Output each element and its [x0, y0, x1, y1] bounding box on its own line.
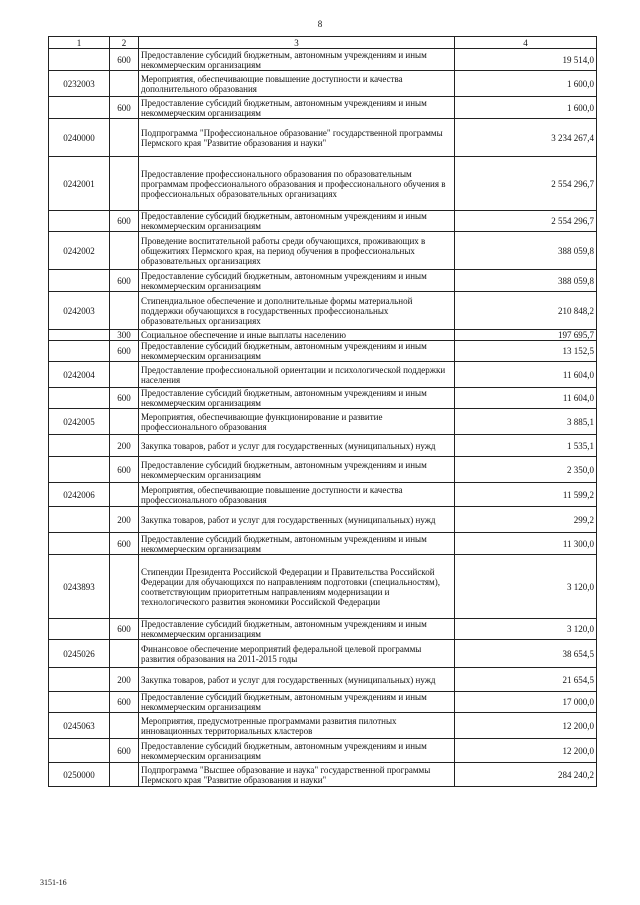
- row-code-cell: 0242002: [49, 232, 110, 270]
- row-type-cell: [110, 640, 139, 668]
- row-type-cell: 200: [110, 435, 139, 457]
- row-description-cell: Предоставление профессиональной ориентации и психологической поддержки населения: [139, 362, 455, 388]
- row-type-cell: 600: [110, 49, 139, 71]
- row-description-cell: Предоставление субсидий бюджетным, автономным учреждениям и иным некоммерческим организациям: [139, 619, 455, 640]
- row-amount-cell: 3 120,0: [455, 555, 597, 619]
- table-row: [49, 692, 597, 713]
- table-row: [49, 457, 597, 483]
- row-description-cell: Предоставление субсидий бюджетным, автономным учреждениям и иным некоммерческим организациям: [139, 211, 455, 232]
- table-row: [49, 555, 597, 619]
- row-code-cell: [49, 388, 110, 409]
- row-amount-cell: 11 300,0: [455, 533, 597, 555]
- row-description-cell: Предоставление субсидий бюджетным, автономным учреждениям и иным некоммерческим организациям: [139, 388, 455, 409]
- row-code-cell: [49, 739, 110, 763]
- row-code-cell: 0242001: [49, 157, 110, 211]
- row-amount-cell: 12 200,0: [455, 713, 597, 739]
- row-type-cell: 600: [110, 341, 139, 362]
- row-type-cell: 600: [110, 619, 139, 640]
- row-description-cell: Предоставление субсидий бюджетным, автономным учреждениям и иным некоммерческим организациям: [139, 457, 455, 483]
- row-description-cell: Закупка товаров, работ и услуг для государственных (муниципальных) нужд: [139, 435, 455, 457]
- table-row: [49, 330, 597, 341]
- row-amount-cell: 388 059,8: [455, 232, 597, 270]
- row-type-cell: 600: [110, 533, 139, 555]
- table-row: [49, 435, 597, 457]
- row-amount-cell: 13 152,5: [455, 341, 597, 362]
- row-code-cell: [49, 211, 110, 232]
- row-description-cell: Мероприятия, предусмотренные программами развития пилотных инновационных территориальных кластеров: [139, 713, 455, 739]
- row-type-cell: 600: [110, 388, 139, 409]
- row-amount-cell: 1 535,1: [455, 435, 597, 457]
- row-code-cell: 0242004: [49, 362, 110, 388]
- row-description-cell: Закупка товаров, работ и услуг для государственных (муниципальных) нужд: [139, 507, 455, 533]
- table-header-row: [49, 37, 597, 49]
- row-description-cell: Предоставление профессионального образования по образовательным программам профессионального образования и профессионального обучения в профессиональных образовательных организациях: [139, 157, 455, 211]
- row-type-cell: [110, 292, 139, 330]
- row-amount-cell: 210 848,2: [455, 292, 597, 330]
- row-code-cell: [49, 533, 110, 555]
- row-type-cell: [110, 362, 139, 388]
- table-row: [49, 483, 597, 507]
- row-amount-cell: 284 240,2: [455, 763, 597, 787]
- row-type-cell: 600: [110, 457, 139, 483]
- row-description-cell: Мероприятия, обеспечивающие повышение доступности и качества дополнительного образования: [139, 71, 455, 97]
- row-description-cell: Предоставление субсидий бюджетным, автономным учреждениям и иным некоммерческим организациям: [139, 49, 455, 71]
- column-header: 2: [110, 37, 139, 49]
- row-code-cell: 0240000: [49, 119, 110, 157]
- table-row: [49, 71, 597, 97]
- row-description-cell: Социальное обеспечение и иные выплаты населению: [139, 330, 455, 341]
- row-code-cell: 0245063: [49, 713, 110, 739]
- table-row: [49, 341, 597, 362]
- row-code-cell: [49, 97, 110, 119]
- row-code-cell: [49, 330, 110, 341]
- row-description-cell: Подпрограмма "Высшее образование и наука" государственной программы Пермского края "Развитие образования и науки": [139, 763, 455, 787]
- row-type-cell: [110, 409, 139, 435]
- row-description-cell: Проведение воспитательной работы среди обучающихся, проживающих в общежитиях Пермского края, на период обучения в профессиональных образовательных организациях: [139, 232, 455, 270]
- budget-table: [48, 36, 597, 787]
- row-description-cell: Предоставление субсидий бюджетным, автономным учреждениям и иным некоммерческим организациям: [139, 97, 455, 119]
- row-type-cell: 600: [110, 692, 139, 713]
- row-code-cell: 0245026: [49, 640, 110, 668]
- row-description-cell: Предоставление субсидий бюджетным, автономным учреждениям и иным некоммерческим организациям: [139, 270, 455, 292]
- row-description-cell: Предоставление субсидий бюджетным, автономным учреждениям и иным некоммерческим организациям: [139, 739, 455, 763]
- row-code-cell: [49, 270, 110, 292]
- row-description-cell: Закупка товаров, работ и услуг для государственных (муниципальных) нужд: [139, 668, 455, 692]
- row-code-cell: [49, 507, 110, 533]
- column-header: 3: [139, 37, 455, 49]
- table-row: [49, 533, 597, 555]
- row-type-cell: [110, 157, 139, 211]
- row-type-cell: 600: [110, 739, 139, 763]
- row-code-cell: [49, 457, 110, 483]
- row-amount-cell: 3 234 267,4: [455, 119, 597, 157]
- page-number: 8: [317, 19, 323, 29]
- row-type-cell: 200: [110, 668, 139, 692]
- row-amount-cell: 11 604,0: [455, 362, 597, 388]
- row-type-cell: [110, 713, 139, 739]
- row-type-cell: 600: [110, 211, 139, 232]
- row-amount-cell: 11 604,0: [455, 388, 597, 409]
- row-amount-cell: 3 885,1: [455, 409, 597, 435]
- table-row: [49, 507, 597, 533]
- row-type-cell: 600: [110, 270, 139, 292]
- row-amount-cell: 38 654,5: [455, 640, 597, 668]
- row-type-cell: [110, 119, 139, 157]
- table-row: [49, 211, 597, 232]
- row-amount-cell: 3 120,0: [455, 619, 597, 640]
- row-amount-cell: 197 695,7: [455, 330, 597, 341]
- table-row: [49, 619, 597, 640]
- row-amount-cell: 17 000,0: [455, 692, 597, 713]
- row-code-cell: [49, 49, 110, 71]
- row-description-cell: Предоставление субсидий бюджетным, автономным учреждениям и иным некоммерческим организациям: [139, 341, 455, 362]
- row-description-cell: Подпрограмма "Профессиональное образование" государственной программы Пермского края "Развитие образования и науки": [139, 119, 455, 157]
- row-code-cell: [49, 619, 110, 640]
- row-description-cell: Мероприятия, обеспечивающие повышение доступности и качества профессионального образования: [139, 483, 455, 507]
- row-description-cell: Стипендии Президента Российской Федерации и Правительства Российской Федерации для обучающихся по направлениям подготовки (специальностям), соответствующим приоритетным направлениям модернизации и технологического развития экономики Российской Федерации: [139, 555, 455, 619]
- row-code-cell: 0242003: [49, 292, 110, 330]
- row-type-cell: [110, 555, 139, 619]
- row-description-cell: Предоставление субсидий бюджетным, автономным учреждениям и иным некоммерческим организациям: [139, 692, 455, 713]
- table-row: [49, 270, 597, 292]
- row-amount-cell: 11 599,2: [455, 483, 597, 507]
- row-amount-cell: 2 554 296,7: [455, 211, 597, 232]
- table-row: [49, 763, 597, 787]
- row-description-cell: Предоставление субсидий бюджетным, автономным учреждениям и иным некоммерческим организациям: [139, 533, 455, 555]
- table-row: [49, 668, 597, 692]
- row-amount-cell: 19 514,0: [455, 49, 597, 71]
- row-type-cell: 200: [110, 507, 139, 533]
- row-type-cell: [110, 483, 139, 507]
- table-row: [49, 362, 597, 388]
- row-amount-cell: 1 600,0: [455, 97, 597, 119]
- row-code-cell: [49, 668, 110, 692]
- row-code-cell: 0250000: [49, 763, 110, 787]
- row-type-cell: 300: [110, 330, 139, 341]
- row-code-cell: 0232003: [49, 71, 110, 97]
- row-description-cell: Стипендиальное обеспечение и дополнительные формы материальной поддержки обучающихся в государственных профессиональных образовательных организациях: [139, 292, 455, 330]
- row-code-cell: [49, 341, 110, 362]
- table-row: [49, 232, 597, 270]
- table-row: [49, 292, 597, 330]
- row-code-cell: 0242006: [49, 483, 110, 507]
- row-amount-cell: 299,2: [455, 507, 597, 533]
- row-type-cell: [110, 232, 139, 270]
- row-code-cell: [49, 692, 110, 713]
- table-row: [49, 119, 597, 157]
- table-row: [49, 97, 597, 119]
- row-description-cell: Финансовое обеспечение мероприятий федеральной целевой программы развития образования на 2011-2015 годы: [139, 640, 455, 668]
- row-type-cell: [110, 71, 139, 97]
- row-amount-cell: 21 654,5: [455, 668, 597, 692]
- table-row: [49, 409, 597, 435]
- table-row: [49, 739, 597, 763]
- row-amount-cell: 12 200,0: [455, 739, 597, 763]
- row-amount-cell: 2 350,0: [455, 457, 597, 483]
- row-code-cell: 0242005: [49, 409, 110, 435]
- table-row: [49, 157, 597, 211]
- table-row: [49, 640, 597, 668]
- row-amount-cell: 388 059,8: [455, 270, 597, 292]
- footer-code: 3151-16: [40, 878, 67, 887]
- row-code-cell: 0243893: [49, 555, 110, 619]
- row-amount-cell: 1 600,0: [455, 71, 597, 97]
- row-type-cell: [110, 763, 139, 787]
- row-description-cell: Мероприятия, обеспечивающие функционирование и развитие профессионального образования: [139, 409, 455, 435]
- column-header: 1: [49, 37, 110, 49]
- table-row: [49, 713, 597, 739]
- row-code-cell: [49, 435, 110, 457]
- row-type-cell: 600: [110, 97, 139, 119]
- table-row: [49, 49, 597, 71]
- column-header: 4: [455, 37, 597, 49]
- row-amount-cell: 2 554 296,7: [455, 157, 597, 211]
- table-row: [49, 388, 597, 409]
